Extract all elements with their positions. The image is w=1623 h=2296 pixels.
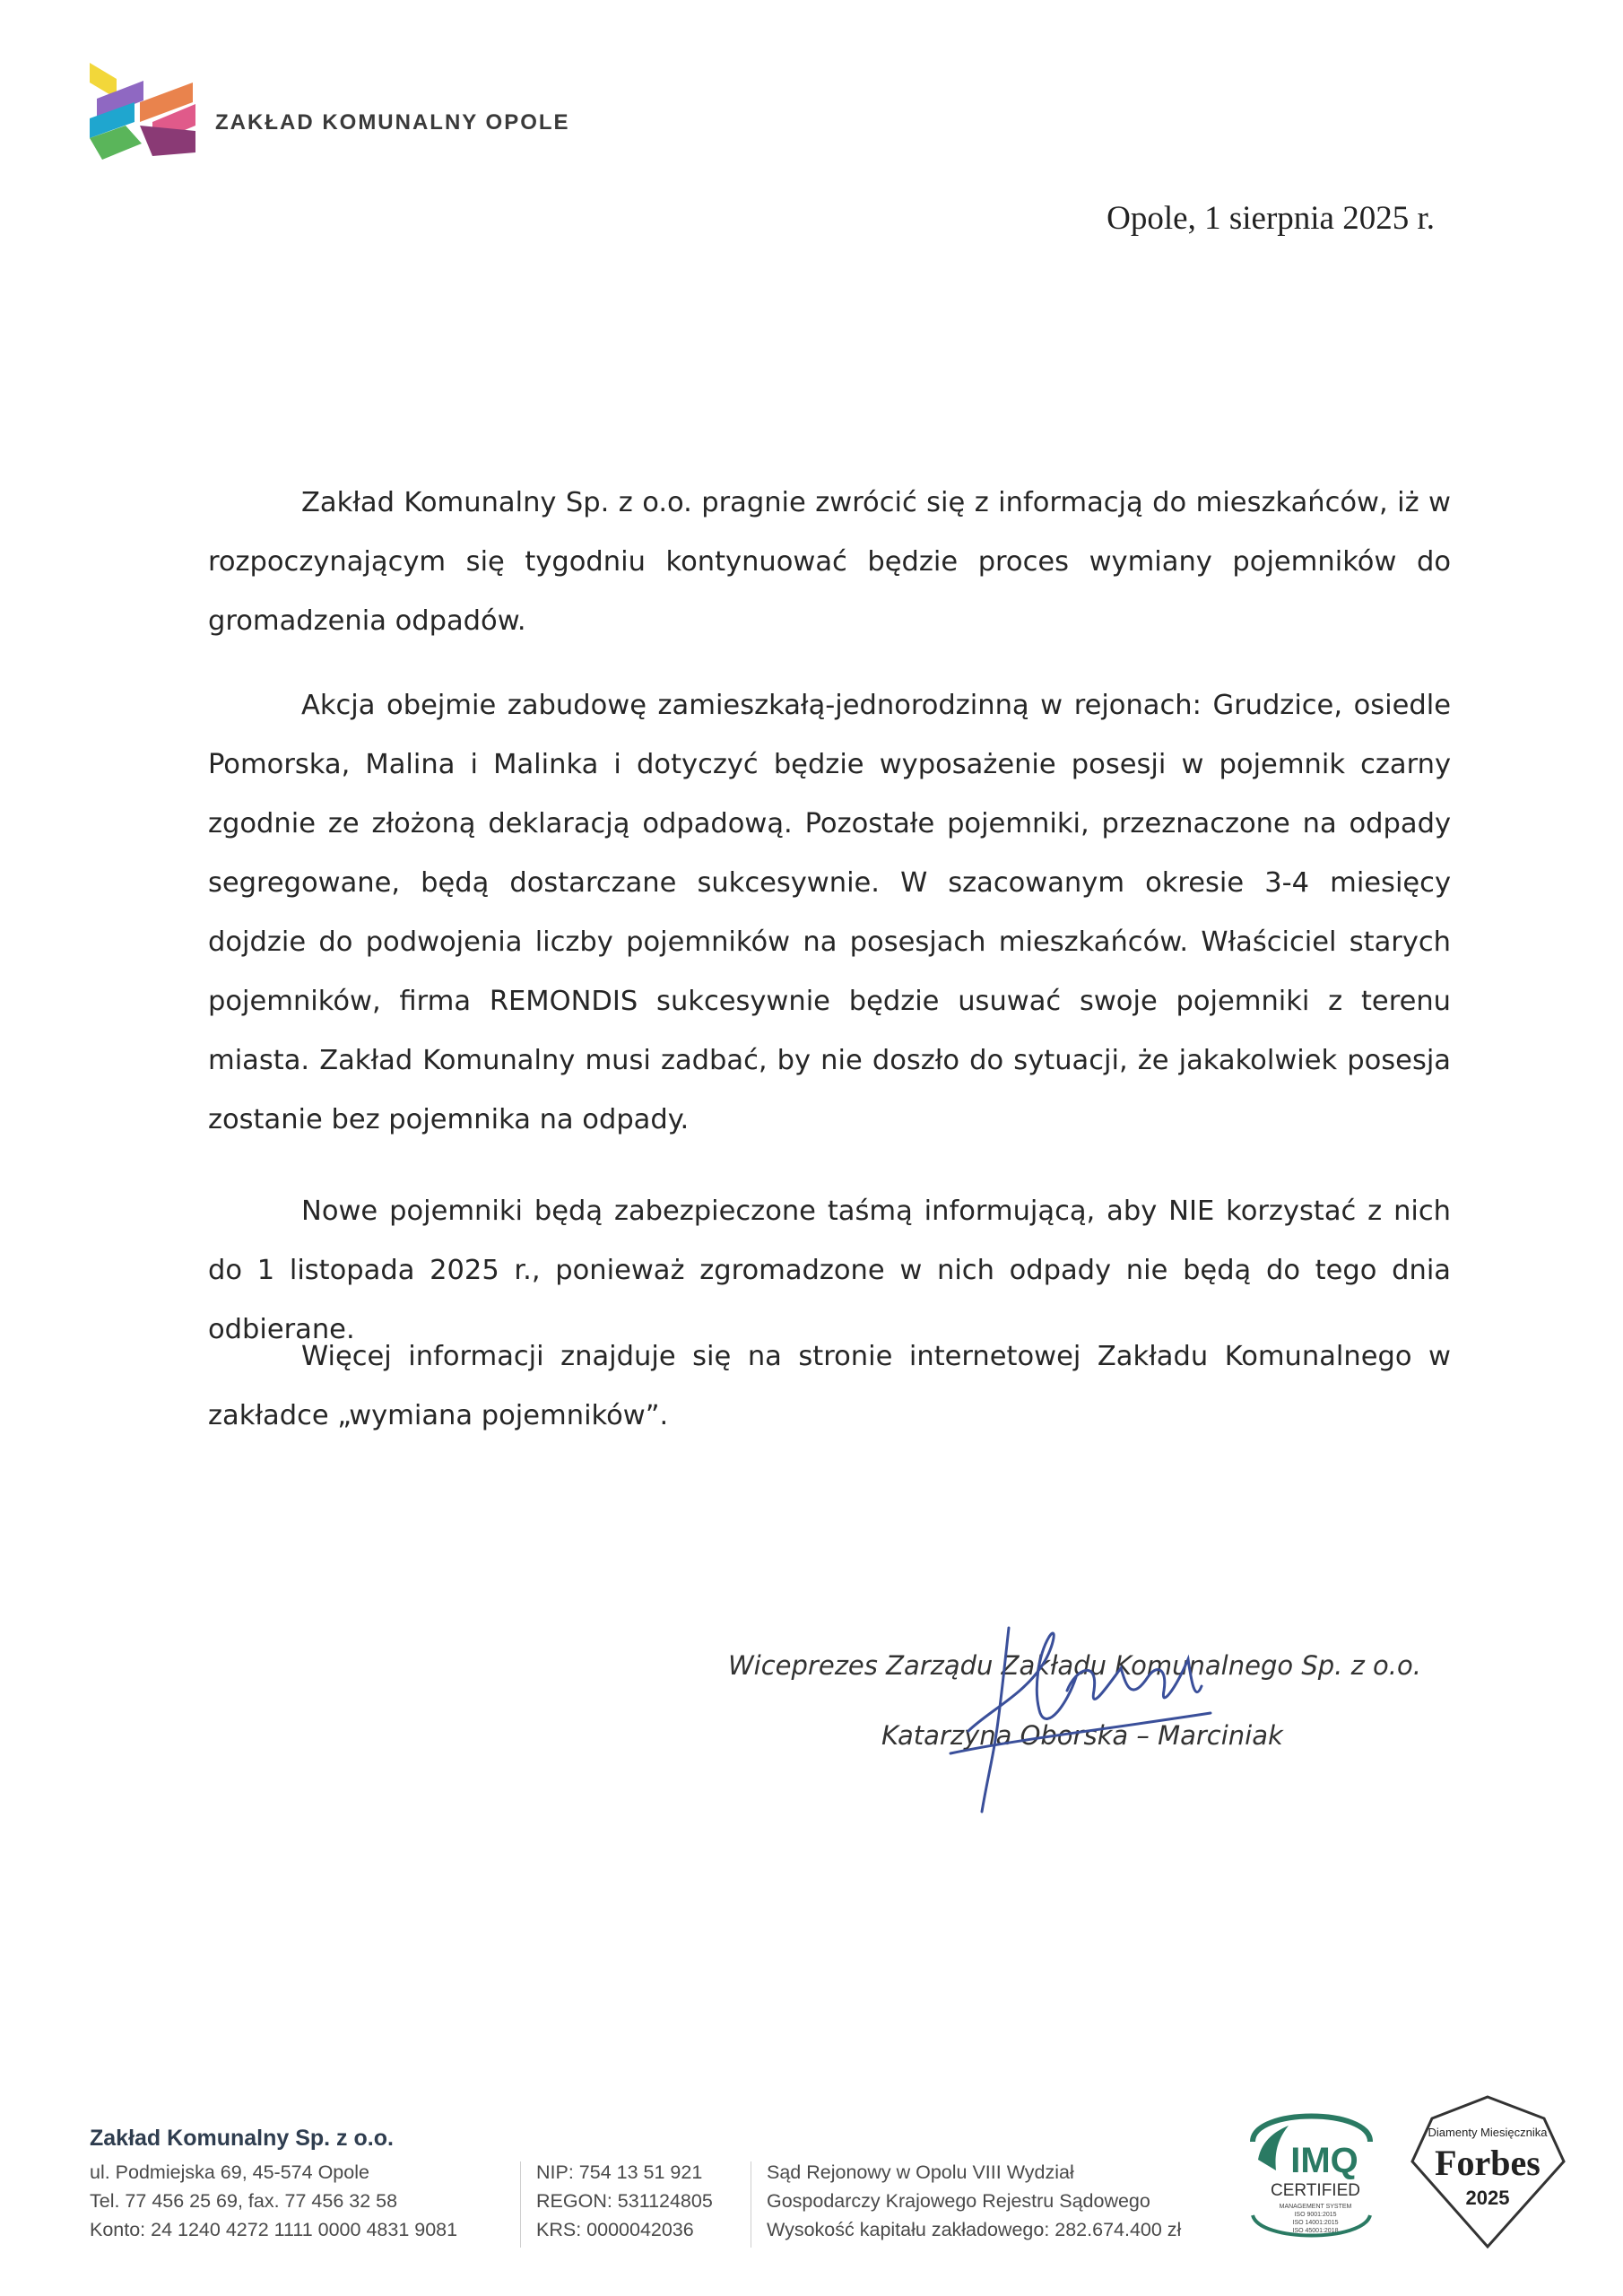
body-paragraph-1 xyxy=(208,474,1451,651)
footer-nip: NIP: 754 13 51 921 xyxy=(536,2161,703,2183)
footer-divider xyxy=(520,2161,521,2248)
forbes-year: 2025 xyxy=(1465,2187,1510,2209)
footer-regon: REGON: 531124805 xyxy=(536,2190,713,2212)
footer-phone-fax: Tel. 77 456 25 69, fax. 77 456 32 58 xyxy=(90,2190,398,2212)
footer-registry-column xyxy=(536,2158,713,2244)
imq-iso-3: ISO 45001:2018 xyxy=(1292,2228,1339,2234)
paragraph-text: Akcja obejmie zabudowę zamieszkałą-jednorodzinną w rejonach: Grudzice, osiedle Pomorska, Malina i Malinka i dotyczyć będzie wyposażenie posesji w pojemnik czarny zgodnie ze złożoną deklaracją odpadową. Pozostałe pojemniki, przeznaczone na odpady segregowane, będą dostarczane sukcesywnie. W szacowanym okresie 3-4 miesięcy dojdzie do podwojenia liczby pojemników na posesjach mieszkańców. Właściciel starych pojemników, firma REMONDIS sukcesywnie będzie usuwać swoje pojemniki z terenu miasta. Zakład Komunalny musi zadbać, by nie doszło do sytuacji, że jakakolwiek posesja zostanie bez pojemnika na odpady. xyxy=(208,690,1451,1135)
footer-address: ul. Podmiejska 69, 45-574 Opole xyxy=(90,2161,369,2183)
imq-system-label: MANAGEMENT SYSTEM xyxy=(1279,2204,1352,2210)
footer-company-name: Zakład Komunalny Sp. z o.o. xyxy=(90,2126,394,2151)
imq-certified-label: CERTIFIED xyxy=(1271,2181,1360,2200)
paragraph-text: Zakład Komunalny Sp. z o.o. pragnie zwrócić się z informacją do mieszkańców, iż w rozpoczynającym się tygodniu kontynuować będzie proces wymiany pojemników do gromadzenia odpadów. xyxy=(208,487,1451,637)
signatory-title: Wiceprezes Zarządu Zakładu Komunalnego Sp. z o.o. xyxy=(728,1650,1421,1681)
forbes-caption: Diamenty Miesięcznika xyxy=(1428,2126,1548,2139)
imq-iso-2: ISO 14001:2015 xyxy=(1292,2220,1339,2226)
body-paragraph-4 xyxy=(208,1327,1451,1446)
footer-krs: KRS: 0000042036 xyxy=(536,2219,694,2240)
company-name: ZAKŁAD KOMUNALNY OPOLE xyxy=(215,110,570,135)
letter-date: Opole, 1 sierpnia 2025 r. xyxy=(1107,200,1435,237)
paragraph-text: Więcej informacji znajduje się na stronie internetowej Zakładu Komunalnego w zakładce „wymiana pojemników”. xyxy=(208,1341,1451,1431)
imq-certified-badge xyxy=(1242,2090,1381,2238)
footer-court-column xyxy=(767,2158,1181,2244)
company-logo xyxy=(90,63,206,161)
footer-bank-account: Konto: 24 1240 4272 1111 0000 4831 9081 xyxy=(90,2219,458,2240)
logo-shape-maroon xyxy=(140,126,195,156)
footer-court-line-1: Sąd Rejonowy w Opolu VIII Wydział xyxy=(767,2161,1074,2183)
footer-share-capital: Wysokość kapitału zakładowego: 282.674.400 zł xyxy=(767,2219,1182,2240)
footer-court-line-2: Gospodarczy Krajowego Rejestru Sądowego xyxy=(767,2190,1150,2212)
imq-brand: IMQ xyxy=(1290,2141,1358,2180)
imq-leaf-icon xyxy=(1258,2126,1289,2170)
imq-iso-1: ISO 9001:2015 xyxy=(1294,2212,1337,2218)
signatory-name: Katarzyna Oborska – Marciniak xyxy=(881,1720,1283,1751)
body-paragraph-2 xyxy=(208,676,1451,1150)
paragraph-text: Nowe pojemniki będą zabezpieczone taśmą informującą, aby NIE korzystać z nich do 1 listopada 2025 r., ponieważ zgromadzone w nich odpady nie będą do tego dnia odbierane. xyxy=(208,1196,1451,1345)
forbes-brand: Forbes xyxy=(1435,2143,1541,2183)
forbes-diamond-badge xyxy=(1410,2090,1567,2251)
footer-contact-column xyxy=(90,2158,457,2244)
handwritten-signature xyxy=(933,1605,1219,1821)
